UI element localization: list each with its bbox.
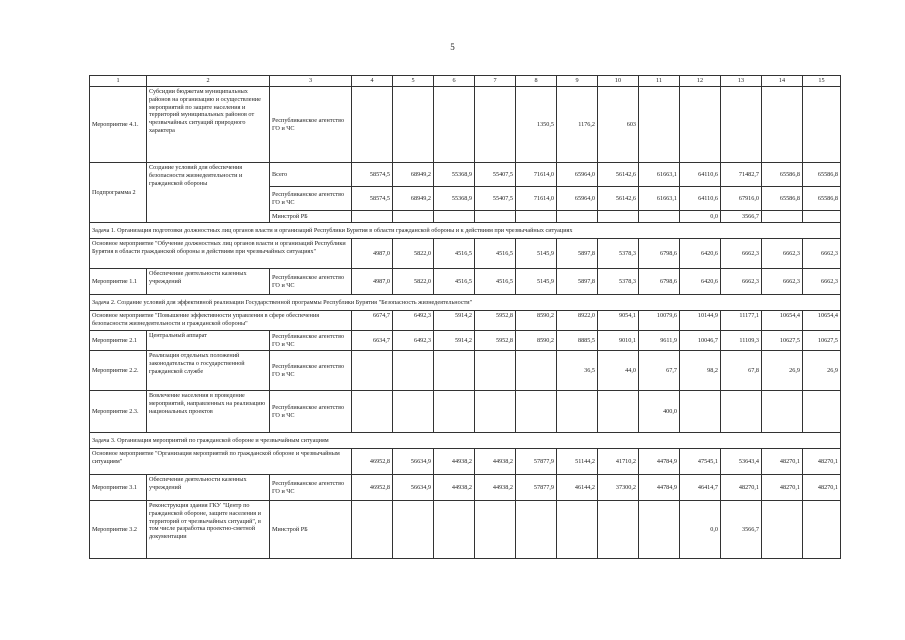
value-cell: 5822,0 bbox=[393, 269, 434, 295]
value-cell: 98,2 bbox=[680, 351, 721, 391]
value-cell: 58574,5 bbox=[352, 187, 393, 211]
main-activity: Основное мероприятие "Повышение эффективности управления в сфере обеспечения безопасности жизнедеятельности и гражданской обороны" bbox=[90, 311, 352, 331]
table-row bbox=[90, 449, 841, 475]
value-cell: 9611,9 bbox=[639, 331, 680, 351]
value-cell bbox=[762, 501, 803, 559]
activity-code: Мероприятие 3.2 bbox=[90, 501, 147, 559]
value-cell bbox=[516, 351, 557, 391]
value-cell: 71482,7 bbox=[721, 163, 762, 187]
value-cell: 44938,2 bbox=[434, 449, 475, 475]
value-cell: 0,0 bbox=[680, 501, 721, 559]
activity-code: Мероприятие 2.3. bbox=[90, 391, 147, 433]
value-cell: 5897,8 bbox=[557, 269, 598, 295]
value-cell: 61663,1 bbox=[639, 187, 680, 211]
value-cell: 44784,9 bbox=[639, 449, 680, 475]
value-cell: 51144,2 bbox=[557, 449, 598, 475]
value-cell bbox=[598, 391, 639, 433]
task-heading: Задача 1. Организация подготовки должностных лиц органов власти и организаций Республики Бурятия в области гражданской обороны и к действиям при чрезвычайных ситуациях bbox=[90, 223, 841, 239]
value-cell: 5897,8 bbox=[557, 239, 598, 269]
value-cell bbox=[803, 211, 841, 223]
value-cell: 56634,9 bbox=[393, 475, 434, 501]
value-cell bbox=[762, 211, 803, 223]
table-row bbox=[90, 501, 841, 559]
value-cell: 8590,2 bbox=[516, 311, 557, 331]
header-cell: 3 bbox=[270, 76, 352, 87]
value-cell: 57877,9 bbox=[516, 449, 557, 475]
value-cell: 5822,0 bbox=[393, 239, 434, 269]
header-cell: 1 bbox=[90, 76, 147, 87]
header-cell: 4 bbox=[352, 76, 393, 87]
activity-name: Субсидии бюджетам муниципальных районов на организацию и осуществление мероприятий по защите населения и территорий муниципальных районов от чрезвычайных ситуаций природного характера bbox=[147, 87, 270, 163]
value-cell: 6662,3 bbox=[762, 269, 803, 295]
value-cell: 48270,1 bbox=[762, 449, 803, 475]
value-cell: 41710,2 bbox=[598, 449, 639, 475]
value-cell: 10654,4 bbox=[803, 311, 841, 331]
value-cell: 46144,2 bbox=[557, 475, 598, 501]
page-number: 5 bbox=[450, 42, 455, 52]
value-cell: 71614,0 bbox=[516, 187, 557, 211]
value-cell bbox=[680, 391, 721, 433]
value-cell: 603 bbox=[598, 87, 639, 163]
activity-name: Обеспечение деятельности казенных учреждений bbox=[147, 475, 270, 501]
value-cell: 71614,0 bbox=[516, 163, 557, 187]
value-cell: 3566,7 bbox=[721, 211, 762, 223]
main-activity: Основное мероприятие "Организация мероприятий по гражданской обороне и чрезвычайным ситуациям" bbox=[90, 449, 352, 475]
value-cell: 4516,5 bbox=[434, 239, 475, 269]
header-cell: 11 bbox=[639, 76, 680, 87]
value-cell bbox=[434, 391, 475, 433]
executor: Всего bbox=[270, 163, 352, 187]
value-cell: 64110,6 bbox=[680, 163, 721, 187]
value-cell bbox=[352, 87, 393, 163]
value-cell bbox=[352, 391, 393, 433]
value-cell bbox=[352, 501, 393, 559]
value-cell: 10627,5 bbox=[762, 331, 803, 351]
value-cell bbox=[393, 87, 434, 163]
value-cell: 6798,6 bbox=[639, 239, 680, 269]
executor: Республиканское агентство ГО и ЧС bbox=[270, 351, 352, 391]
value-cell bbox=[352, 211, 393, 223]
value-cell: 68949,2 bbox=[393, 163, 434, 187]
activity-name: Реконструкция здания ГКУ "Центр по гражданской обороне, защите населения и территорий от чрезвычайных ситуаций", в том числе разработка проектно-сметной документации bbox=[147, 501, 270, 559]
value-cell: 65586,8 bbox=[803, 163, 841, 187]
value-cell: 44938,2 bbox=[475, 449, 516, 475]
value-cell: 1176,2 bbox=[557, 87, 598, 163]
value-cell bbox=[557, 211, 598, 223]
table-row bbox=[90, 475, 841, 501]
header-cell: 9 bbox=[557, 76, 598, 87]
table-row bbox=[90, 163, 841, 187]
value-cell: 5378,3 bbox=[598, 269, 639, 295]
value-cell bbox=[557, 501, 598, 559]
value-cell bbox=[516, 391, 557, 433]
table-row bbox=[90, 331, 841, 351]
activity-code: Мероприятие 2.1 bbox=[90, 331, 147, 351]
value-cell: 6798,6 bbox=[639, 269, 680, 295]
value-cell: 47545,1 bbox=[680, 449, 721, 475]
value-cell bbox=[721, 87, 762, 163]
executor: Республиканское агентство ГО и ЧС bbox=[270, 475, 352, 501]
activity-code: Мероприятие 4.1. bbox=[90, 87, 147, 163]
executor: Республиканское агентство ГО и ЧС bbox=[270, 331, 352, 351]
value-cell: 5952,8 bbox=[475, 311, 516, 331]
value-cell: 4516,5 bbox=[475, 239, 516, 269]
value-cell: 56142,6 bbox=[598, 187, 639, 211]
value-cell bbox=[475, 211, 516, 223]
header-row bbox=[90, 76, 841, 87]
value-cell: 57877,9 bbox=[516, 475, 557, 501]
value-cell: 65964,0 bbox=[557, 187, 598, 211]
value-cell: 5914,2 bbox=[434, 311, 475, 331]
value-cell: 4987,0 bbox=[352, 239, 393, 269]
value-cell: 8885,5 bbox=[557, 331, 598, 351]
value-cell bbox=[393, 351, 434, 391]
value-cell bbox=[557, 391, 598, 433]
header-cell: 5 bbox=[393, 76, 434, 87]
value-cell: 6420,6 bbox=[680, 239, 721, 269]
value-cell: 4516,5 bbox=[434, 269, 475, 295]
value-cell: 67916,0 bbox=[721, 187, 762, 211]
value-cell: 6492,3 bbox=[393, 311, 434, 331]
header-cell: 8 bbox=[516, 76, 557, 87]
value-cell: 4987,0 bbox=[352, 269, 393, 295]
value-cell bbox=[393, 501, 434, 559]
activity-name: Обеспечение деятельности казенных учреждений bbox=[147, 269, 270, 295]
value-cell: 6420,6 bbox=[680, 269, 721, 295]
value-cell bbox=[639, 211, 680, 223]
table-row bbox=[90, 391, 841, 433]
value-cell bbox=[803, 501, 841, 559]
activity-code: Мероприятие 2.2. bbox=[90, 351, 147, 391]
value-cell: 6492,3 bbox=[393, 331, 434, 351]
value-cell bbox=[434, 87, 475, 163]
value-cell: 56142,6 bbox=[598, 163, 639, 187]
value-cell: 10144,9 bbox=[680, 311, 721, 331]
value-cell: 55407,5 bbox=[475, 187, 516, 211]
header-cell: 12 bbox=[680, 76, 721, 87]
value-cell: 65586,8 bbox=[762, 163, 803, 187]
value-cell: 0,0 bbox=[680, 211, 721, 223]
financing-table bbox=[89, 75, 841, 559]
value-cell: 8590,2 bbox=[516, 331, 557, 351]
header-cell: 7 bbox=[475, 76, 516, 87]
value-cell: 10079,6 bbox=[639, 311, 680, 331]
value-cell bbox=[721, 391, 762, 433]
value-cell bbox=[598, 501, 639, 559]
value-cell bbox=[516, 501, 557, 559]
value-cell: 48270,1 bbox=[721, 475, 762, 501]
value-cell: 61663,1 bbox=[639, 163, 680, 187]
executor: Минстрой РБ bbox=[270, 211, 352, 223]
value-cell: 67,8 bbox=[721, 351, 762, 391]
value-cell: 6662,3 bbox=[803, 269, 841, 295]
table-row bbox=[90, 239, 841, 269]
value-cell bbox=[352, 351, 393, 391]
value-cell bbox=[762, 391, 803, 433]
task-row bbox=[90, 433, 841, 449]
value-cell: 37300,2 bbox=[598, 475, 639, 501]
value-cell: 6662,3 bbox=[803, 239, 841, 269]
value-cell: 48270,1 bbox=[762, 475, 803, 501]
value-cell bbox=[598, 211, 639, 223]
executor: Республиканское агентство ГО и ЧС bbox=[270, 187, 352, 211]
value-cell: 5378,3 bbox=[598, 239, 639, 269]
activity-code: Мероприятие 1.1 bbox=[90, 269, 147, 295]
value-cell: 68949,2 bbox=[393, 187, 434, 211]
header-cell: 6 bbox=[434, 76, 475, 87]
value-cell bbox=[639, 87, 680, 163]
value-cell bbox=[762, 87, 803, 163]
value-cell bbox=[475, 501, 516, 559]
executor: Республиканское агентство ГО и ЧС bbox=[270, 391, 352, 433]
value-cell: 6662,3 bbox=[721, 269, 762, 295]
value-cell: 44,0 bbox=[598, 351, 639, 391]
activity-name: Реализация отдельных положений законодательства о государственной гражданской службе bbox=[147, 351, 270, 391]
header-cell: 10 bbox=[598, 76, 639, 87]
value-cell bbox=[803, 391, 841, 433]
subprogram-name: Создание условий для обеспечения безопасности жизнедеятельности и гражданской обороны bbox=[147, 163, 270, 223]
value-cell: 6662,3 bbox=[721, 239, 762, 269]
value-cell: 5914,2 bbox=[434, 331, 475, 351]
value-cell: 26,9 bbox=[803, 351, 841, 391]
task-heading: Задача 3. Организация мероприятий по гражданской обороне и чрезвычайным ситуациям bbox=[90, 433, 841, 449]
value-cell: 4516,5 bbox=[475, 269, 516, 295]
value-cell: 11177,1 bbox=[721, 311, 762, 331]
table-row bbox=[90, 351, 841, 391]
value-cell: 10046,7 bbox=[680, 331, 721, 351]
value-cell: 400,0 bbox=[639, 391, 680, 433]
value-cell bbox=[803, 87, 841, 163]
value-cell: 6674,7 bbox=[352, 311, 393, 331]
executor: Республиканское агентство ГО и ЧС bbox=[270, 269, 352, 295]
value-cell: 5952,8 bbox=[475, 331, 516, 351]
value-cell bbox=[516, 211, 557, 223]
value-cell: 65586,8 bbox=[803, 187, 841, 211]
value-cell: 1350,5 bbox=[516, 87, 557, 163]
value-cell: 5145,9 bbox=[516, 239, 557, 269]
task-row bbox=[90, 295, 841, 311]
value-cell: 55407,5 bbox=[475, 163, 516, 187]
value-cell bbox=[639, 501, 680, 559]
table-row bbox=[90, 311, 841, 331]
value-cell: 46952,8 bbox=[352, 475, 393, 501]
table-row bbox=[90, 269, 841, 295]
value-cell: 9010,1 bbox=[598, 331, 639, 351]
value-cell bbox=[680, 87, 721, 163]
value-cell: 48270,1 bbox=[803, 449, 841, 475]
value-cell bbox=[434, 351, 475, 391]
value-cell: 55368,9 bbox=[434, 187, 475, 211]
value-cell bbox=[434, 211, 475, 223]
main-activity: Основное мероприятие "Обучение должностных лиц органов власти и организаций Республики Бурятия в области гражданской обороны и действиям при чрезвычайных ситуациях" bbox=[90, 239, 352, 269]
value-cell bbox=[393, 211, 434, 223]
value-cell bbox=[475, 391, 516, 433]
value-cell: 55368,9 bbox=[434, 163, 475, 187]
value-cell: 64110,6 bbox=[680, 187, 721, 211]
table-row bbox=[90, 87, 841, 163]
value-cell: 36,5 bbox=[557, 351, 598, 391]
value-cell: 3566,7 bbox=[721, 501, 762, 559]
header-cell: 15 bbox=[803, 76, 841, 87]
value-cell: 58574,5 bbox=[352, 163, 393, 187]
value-cell: 5145,9 bbox=[516, 269, 557, 295]
value-cell: 26,9 bbox=[762, 351, 803, 391]
task-heading: Задача 2. Создание условий для эффективной реализации Государственной программы Республики Бурятия "Безопасность жизнедеятельности" bbox=[90, 295, 841, 311]
value-cell: 53643,4 bbox=[721, 449, 762, 475]
value-cell: 65586,8 bbox=[762, 187, 803, 211]
value-cell: 65964,0 bbox=[557, 163, 598, 187]
value-cell: 56634,9 bbox=[393, 449, 434, 475]
value-cell: 48270,1 bbox=[803, 475, 841, 501]
value-cell: 46952,8 bbox=[352, 449, 393, 475]
value-cell: 9054,1 bbox=[598, 311, 639, 331]
activity-name: Вовлечение населения в проведение мероприятий, направленных на реализацию национальных проектов bbox=[147, 391, 270, 433]
value-cell: 44938,2 bbox=[434, 475, 475, 501]
executor: Республиканское агентство ГО и ЧС bbox=[270, 87, 352, 163]
value-cell: 8922,0 bbox=[557, 311, 598, 331]
value-cell: 6662,3 bbox=[762, 239, 803, 269]
header-cell: 2 bbox=[147, 76, 270, 87]
value-cell: 46414,7 bbox=[680, 475, 721, 501]
value-cell: 10654,4 bbox=[762, 311, 803, 331]
value-cell: 11109,3 bbox=[721, 331, 762, 351]
task-row bbox=[90, 223, 841, 239]
value-cell: 67,7 bbox=[639, 351, 680, 391]
value-cell: 44938,2 bbox=[475, 475, 516, 501]
value-cell: 10627,5 bbox=[803, 331, 841, 351]
value-cell bbox=[475, 87, 516, 163]
value-cell bbox=[475, 351, 516, 391]
value-cell bbox=[393, 391, 434, 433]
executor: Минстрой РБ bbox=[270, 501, 352, 559]
value-cell: 6634,7 bbox=[352, 331, 393, 351]
subprogram-code: Подпрограмма 2 bbox=[90, 163, 147, 223]
header-cell: 13 bbox=[721, 76, 762, 87]
activity-name: Центральный аппарат bbox=[147, 331, 270, 351]
header-cell: 14 bbox=[762, 76, 803, 87]
value-cell bbox=[434, 501, 475, 559]
activity-code: Мероприятие 3.1 bbox=[90, 475, 147, 501]
value-cell: 44784,9 bbox=[639, 475, 680, 501]
